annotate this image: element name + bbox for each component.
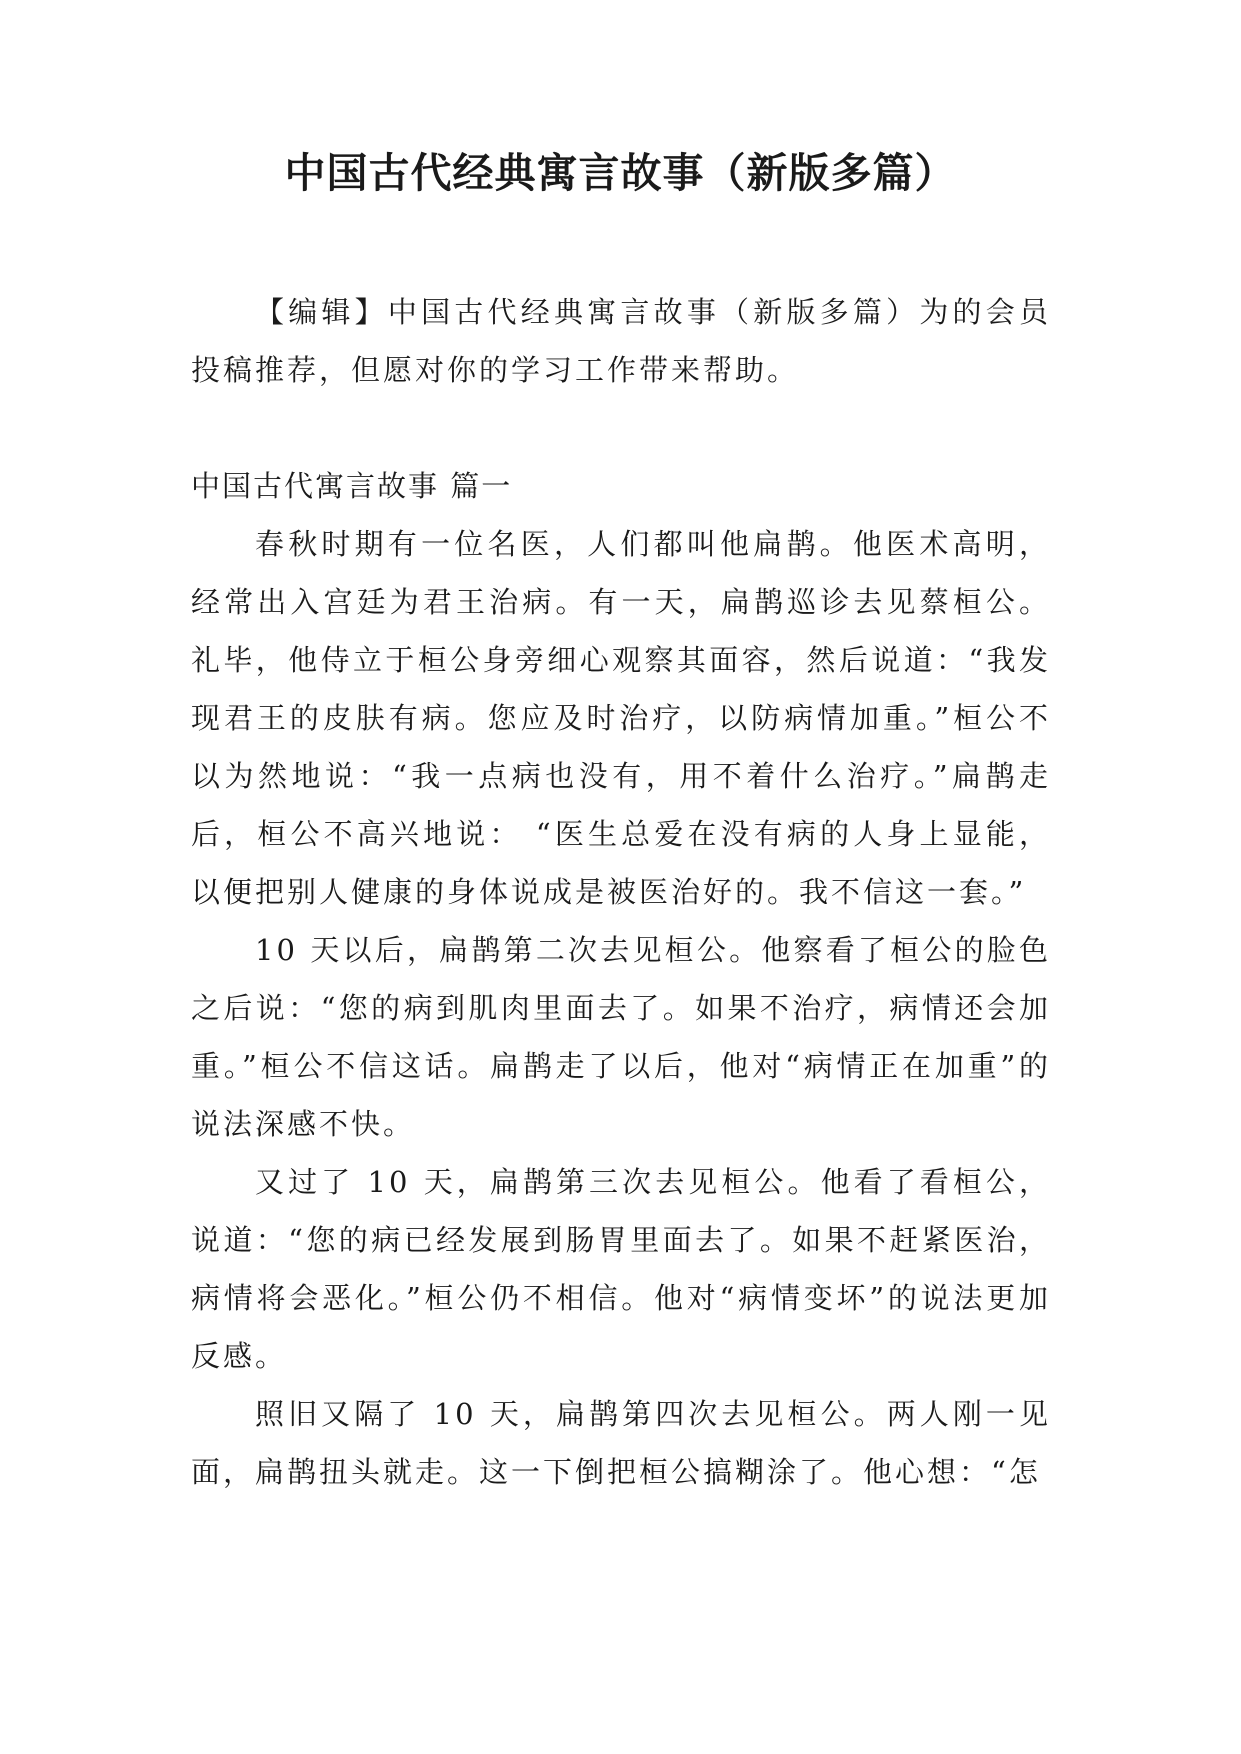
document-title: 中国古代经典寓言故事（新版多篇）	[284, 149, 957, 197]
paragraph-4: 照旧又隔了 10 天，扁鹊第四次去见桓公。两人刚一见面，扁鹊扭头就走。这一下倒把桓公搞糊涂了。他心想：“怎	[191, 1397, 1051, 1489]
paragraph-2: 10 天以后，扁鹊第二次去见桓公。他察看了桓公的脸色之后说：“您的病到肌肉里面去了。如果不治疗，病情还会加重。”桓公不信这话。扁鹊走了以后，他对“病情正在加重”的说法深感不快。	[191, 933, 1051, 1141]
document-body	[191, 283, 1051, 1501]
editor-note: 【编辑】中国古代经典寓言故事（新版多篇）为的会员投稿推荐，但愿对你的学习工作带来帮助。	[191, 295, 1051, 387]
section-heading: 中国古代寓言故事 篇一	[191, 469, 513, 503]
paragraph-3: 又过了 10 天，扁鹊第三次去见桓公。他看了看桓公，说道：“您的病已经发展到肠胃里面去了。如果不赶紧医治，病情将会恶化。”桓公仍不相信。他对“病情变坏”的说法更加反感。	[191, 1165, 1051, 1373]
paragraph-1: 春秋时期有一位名医，人们都叫他扁鹊。他医术高明，经常出入宫廷为君王治病。有一天，扁鹊巡诊去见蔡桓公。礼毕，他侍立于桓公身旁细心观察其面容，然后说道：“我发现君王的皮肤有病。您应及时治疗，以防病情加重。”桓公不以为然地说：“我一点病也没有，用不着什么治疗。”扁鹊走后，桓公不高兴地说： “医生总爱在没有病的人身上显能，以便把别人健康的身体说成是被医治好的。我不信这一套。”	[191, 527, 1051, 909]
